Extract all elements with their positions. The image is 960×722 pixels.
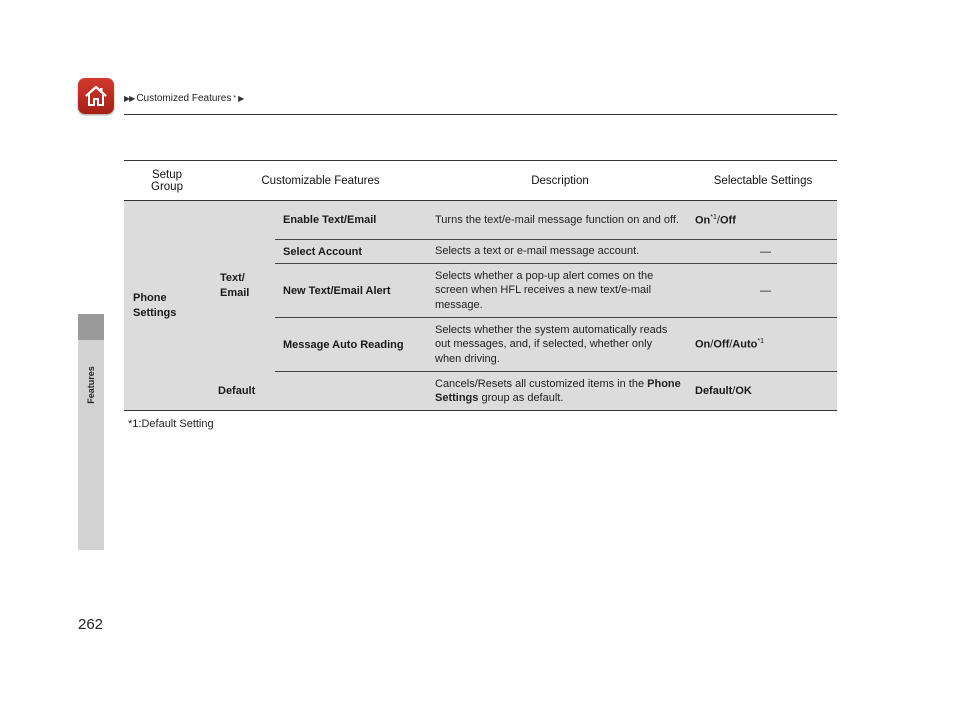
breadcrumb-end-arrow: ▶ [238, 94, 244, 103]
home-button[interactable] [78, 78, 114, 114]
setting-option: OK [735, 385, 752, 397]
description-cell: Selects a text or e-mail message account. [431, 240, 689, 264]
breadcrumb-arrows: ▶▶ [124, 94, 135, 103]
description-cell: Selects whether a pop-up alert comes on the screen when HFL receives a new text/e-mail message. [431, 264, 689, 318]
settings-cell: — [689, 264, 837, 318]
settings-cell [689, 318, 837, 372]
home-icon [82, 82, 110, 110]
description-emphasis: Phone Settings [435, 377, 681, 404]
setting-option: Off [713, 338, 730, 351]
breadcrumb-link[interactable]: Customized Features [136, 93, 232, 104]
setting-separator: / [732, 385, 736, 397]
description-cell [431, 372, 689, 411]
table-header-row [124, 161, 837, 201]
setting-separator: / [729, 338, 733, 351]
settings-cell: — [689, 240, 837, 264]
header-description: Description [431, 161, 689, 201]
subgroup-cell: Text/ Email [210, 201, 275, 372]
feature-cell: Enable Text/Email [275, 201, 431, 240]
breadcrumb [124, 93, 243, 104]
feature-cell: Default [210, 372, 431, 411]
header-setup-group: Setup Group [124, 161, 210, 201]
group-cell: Phone Settings [124, 201, 210, 411]
setting-option: Default [695, 385, 733, 397]
setting-option: Off [719, 214, 736, 227]
side-tab-text: Features [86, 366, 96, 404]
header-customizable-features: Customizable Features [210, 161, 431, 201]
setting-separator: / [716, 214, 720, 227]
description-text: Cancels/Resets all customized items in the [435, 377, 648, 390]
header-selectable-settings: Selectable Settings [689, 161, 837, 201]
description-cell: Turns the text/e-mail message function on and off. [431, 201, 689, 240]
table-row [124, 201, 837, 240]
header-divider [124, 114, 837, 115]
settings-cell [689, 201, 837, 240]
default-note: *1 [757, 338, 764, 346]
breadcrumb-star: * [233, 95, 237, 102]
feature-cell: New Text/Email Alert [275, 264, 431, 318]
settings-table [124, 160, 837, 411]
description-cell: Selects whether the system automatically reads out messages, and, if selected, whether only when driving. [431, 318, 689, 372]
footnote: *1:Default Setting [128, 418, 214, 430]
feature-cell: Select Account [275, 240, 431, 264]
setting-option: On [695, 338, 711, 351]
default-note: *1 [710, 213, 717, 221]
description-text: group as default. [478, 392, 564, 404]
table-row [124, 372, 837, 411]
feature-cell: Message Auto Reading [275, 318, 431, 372]
setting-separator: / [710, 338, 714, 351]
settings-cell [689, 372, 837, 411]
setting-option: Auto [732, 338, 758, 351]
side-tab-marker [78, 314, 104, 340]
page-number: 262 [78, 616, 104, 633]
setting-option: On [695, 214, 711, 227]
